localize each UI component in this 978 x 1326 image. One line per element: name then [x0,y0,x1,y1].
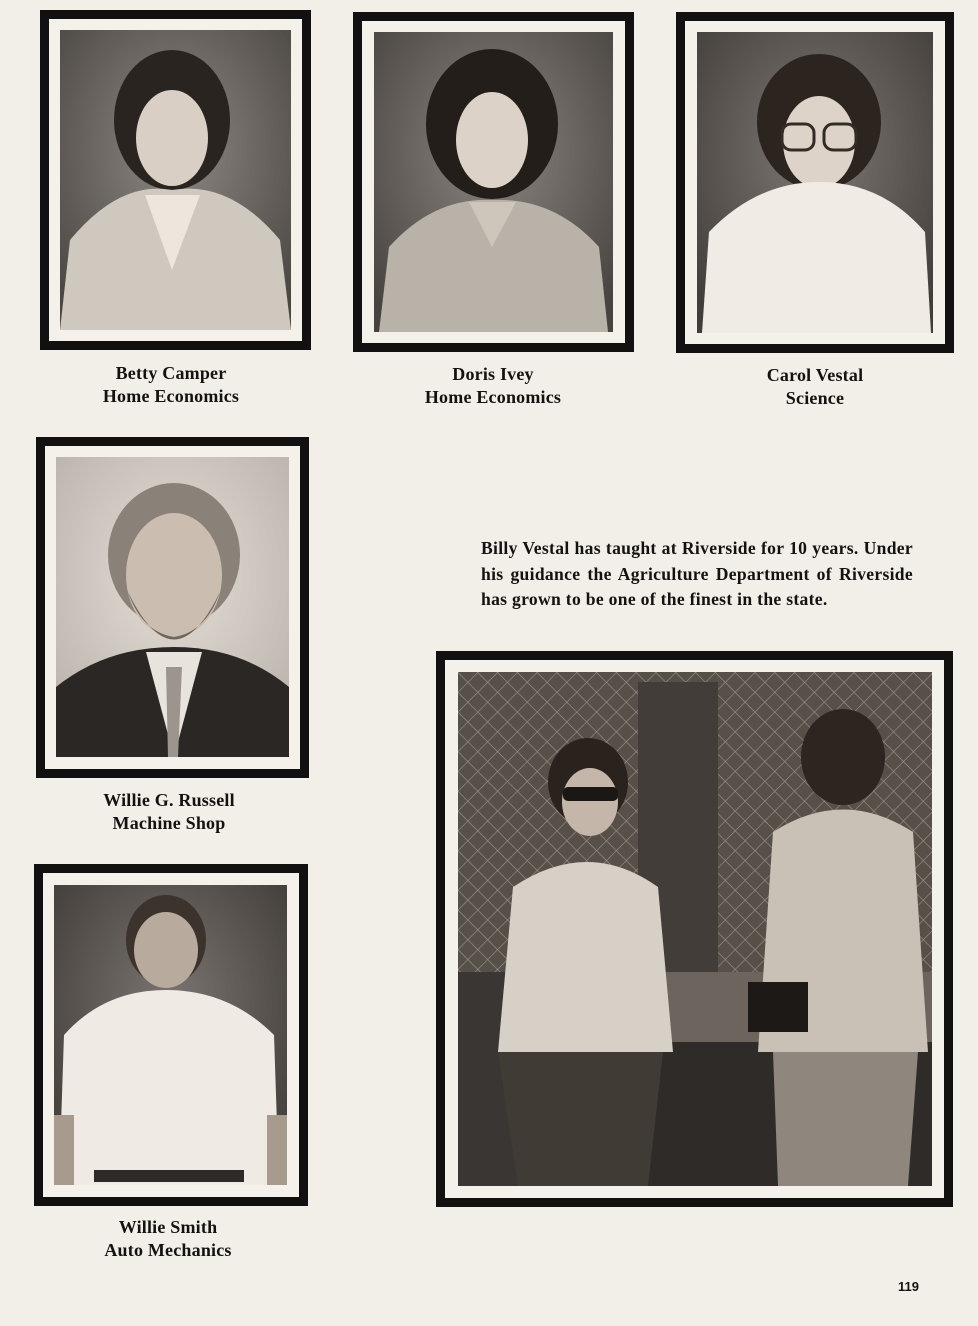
teacher-name: Carol Vestal [766,365,864,385]
portrait-frame-carol-vestal [676,12,954,353]
willie-smith-photo [54,885,287,1185]
page-number: 119 [898,1279,919,1294]
betty-camper-photo [60,30,291,330]
teacher-subject: Machine Shop [112,813,226,833]
caption-betty-camper [70,362,272,408]
workshop-photo-frame [436,651,953,1207]
caption-willie-russell [69,789,269,835]
teacher-subject: Auto Mechanics [104,1240,232,1260]
teacher-subject: Home Economics [102,386,240,406]
portrait-frame-betty-camper [40,10,311,350]
carol-vestal-photo [697,32,933,333]
teacher-name: Doris Ivey [452,364,534,384]
doris-ivey-photo [374,32,613,332]
teacher-subject: Home Economics [424,387,562,407]
caption-willie-smith [68,1216,268,1262]
willie-russell-photo [56,457,289,757]
teacher-name: Willie Smith [118,1217,218,1237]
teacher-name: Willie G. Russell [103,790,235,810]
story-text: Billy Vestal has taught at Riverside for 10 years. Under his guidance the Agriculture Department of Riverside has grown to be one of the finest in the state. [481,538,913,609]
workshop-photo [458,672,932,1186]
portrait-frame-willie-smith [34,864,308,1206]
caption-carol-vestal [715,364,915,410]
teacher-name: Betty Camper [115,363,227,383]
caption-doris-ivey [393,363,593,409]
teacher-subject: Science [785,388,845,408]
portrait-frame-doris-ivey [353,12,634,352]
portrait-frame-willie-russell [36,437,309,778]
